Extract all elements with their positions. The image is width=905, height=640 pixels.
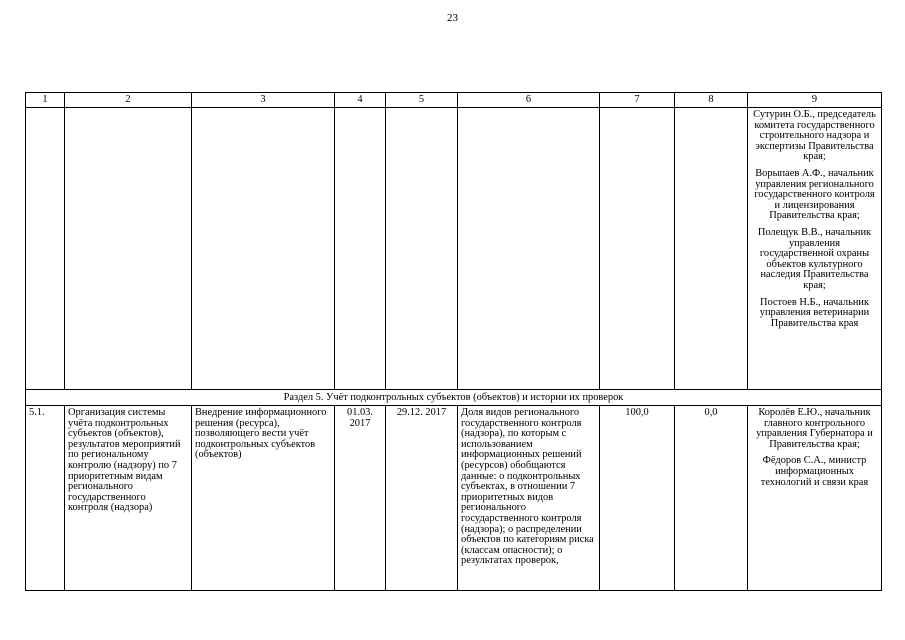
responsible-person: Постоев Н.Б., начальник управления ветеринарии Правительства края [759, 296, 870, 329]
header-cell: 9 [748, 93, 882, 108]
document-table [25, 92, 882, 591]
responsible-person: Ворыпаев А.Ф., начальник управления регионального государственного контроля и лицензирования Правительства края; [754, 167, 875, 222]
header-cell: 7 [600, 93, 675, 108]
activity-cell: Организация системы учёта подконтрольных субъектов (объектов), результатов мероприятий по региональному контролю (надзору) по 7 приоритетным видам регионального государственного контроля (надзора) [65, 406, 192, 591]
header-cell: 5 [386, 93, 458, 108]
target-value: 100,0 [600, 406, 675, 591]
end-date: 29.12. 2017 [386, 406, 458, 591]
item-number: 5.1. [26, 406, 65, 591]
section-title: Раздел 5. Учёт подконтрольных субъектов (объектов) и истории их проверок [26, 390, 882, 406]
start-date: 01.03. 2017 [335, 406, 386, 591]
responsible-person: Сутурин О.Б., председатель комитета государственного строительного надзора и экспертизы Правительства края; [753, 109, 876, 163]
section-row [26, 390, 882, 406]
page-number: 23 [447, 12, 458, 24]
result-cell: Внедрение информационного решения (ресурса), позволяющего вести учёт подконтрольных субъектов (объектов) [192, 406, 335, 591]
column-number-row [26, 93, 882, 108]
responsible-persons-cell [748, 108, 882, 390]
header-cell: 1 [26, 93, 65, 108]
table-row [26, 108, 882, 390]
responsible-person: Королёв Е.Ю., начальник главного контрольного управления Губернатора и Правительства края; [756, 407, 873, 450]
header-cell: 4 [335, 93, 386, 108]
base-value: 0,0 [675, 406, 748, 591]
responsible-person: Фёдоров С.А., министр информационных технологий и связи края [760, 455, 869, 488]
header-cell: 2 [65, 93, 192, 108]
indicator-cell: Доля видов регионального государственного контроля (надзора), по которым с использованием информационных решений (ресурсов) обобщаются данные: о подконтрольных субъектах, в отношении 7 приоритетных видов регионального государственного контроля (надзора); о распределении объектов по категориям риска (классам опасности); о результатах проверок, [458, 406, 600, 591]
header-cell: 6 [458, 93, 600, 108]
header-cell: 8 [675, 93, 748, 108]
responsible-person: Полещук В.В., начальник управления государственной охраны объектов культурного наследия Правительства края; [757, 226, 872, 291]
responsible-persons-cell [748, 406, 882, 591]
header-cell: 3 [192, 93, 335, 108]
table-row [26, 406, 882, 591]
